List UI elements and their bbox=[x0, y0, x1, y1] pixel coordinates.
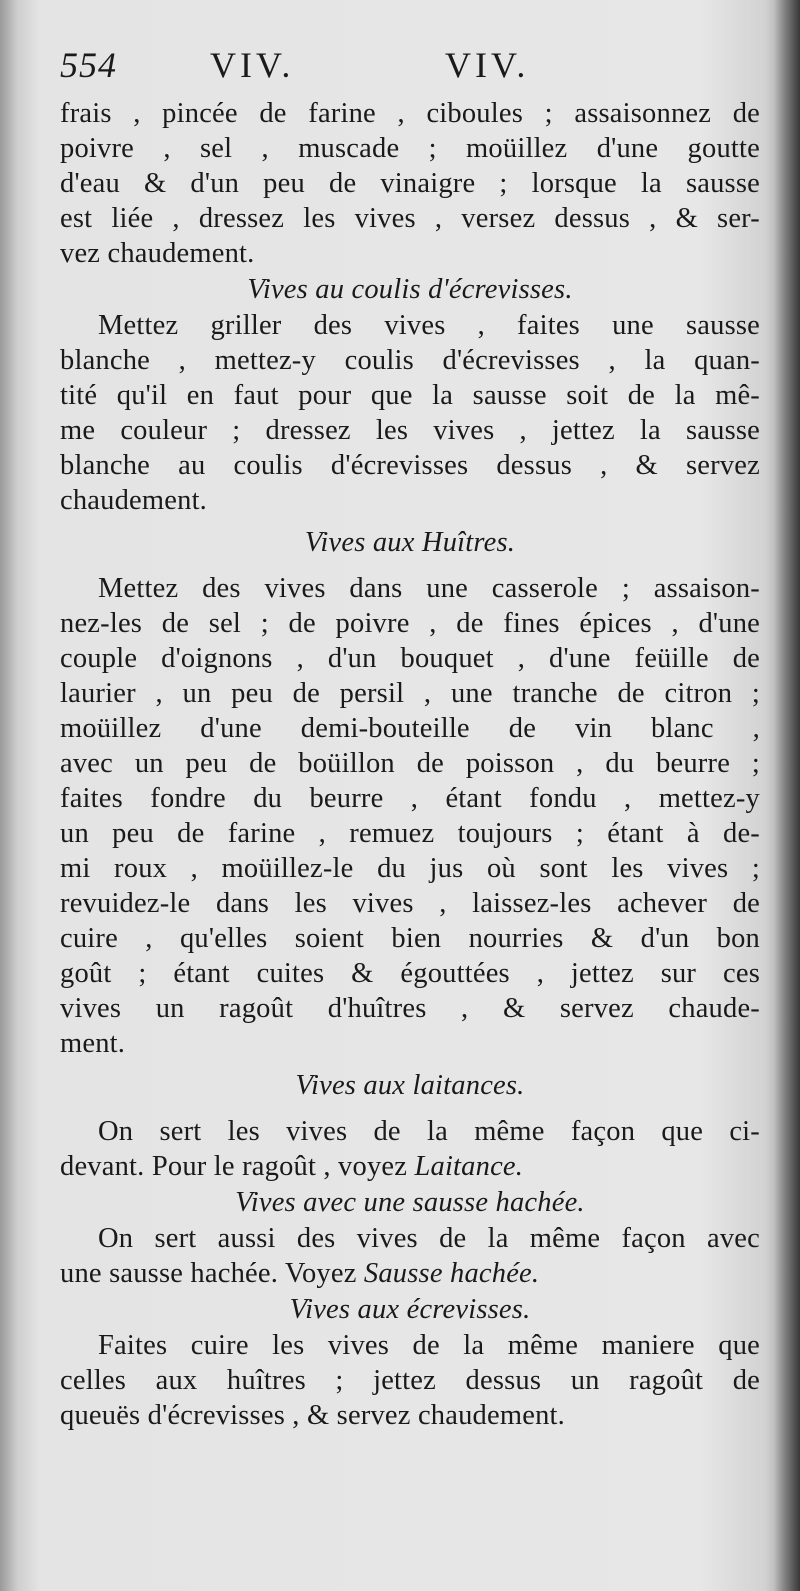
text-run: une sausse hachée. Voyez bbox=[60, 1258, 364, 1289]
text-line: nez-les de sel ; de poivre , de fines épices , d'une bbox=[60, 608, 760, 639]
text-line: celles aux huîtres ; jettez dessus un ragoût de bbox=[60, 1365, 760, 1396]
running-head-left: VIV. bbox=[210, 45, 295, 85]
recipe-paragraph bbox=[60, 571, 760, 1061]
section-title: Vives aux Huîtres. bbox=[304, 527, 516, 558]
text-line: revuidez-le dans les vives , laissez-les achever de bbox=[60, 888, 760, 919]
text-line: vives un ragoût d'huîtres , & servez chaude- bbox=[60, 993, 760, 1024]
text-line: chaudement. bbox=[60, 485, 208, 516]
text-line: blanche , mettez-y coulis d'écrevisses , la quan- bbox=[60, 345, 760, 376]
text-line: laurier , un peu de persil , une tranche de citron ; bbox=[60, 678, 760, 709]
text-line: ment. bbox=[60, 1028, 126, 1059]
text-line: goût ; étant cuites & égouttées , jettez sur ces bbox=[60, 958, 760, 989]
cross-reference: Laitance. bbox=[414, 1151, 524, 1182]
text-line: avec un peu de boüillon de poisson , du beurre ; bbox=[60, 748, 760, 779]
text-line: On sert aussi des vives de la même façon avec bbox=[98, 1223, 760, 1254]
text-line: un peu de farine , remuez toujours ; étant à de- bbox=[60, 818, 760, 849]
page-number: 554 bbox=[60, 45, 117, 85]
text-line: moüillez d'une demi-bouteille de vin blanc , bbox=[60, 713, 760, 744]
text-line bbox=[60, 1149, 760, 1184]
text-line: Mettez griller des vives , faites une sausse bbox=[98, 310, 760, 341]
page-text bbox=[60, 45, 760, 1433]
text-line: vez chaudement. bbox=[60, 238, 255, 269]
text-line bbox=[60, 1256, 760, 1291]
section-title: Vives avec une sausse hachée. bbox=[235, 1187, 585, 1218]
text-line: d'eau & d'un peu de vinaigre ; lorsque la sausse bbox=[60, 168, 760, 199]
text-line: poivre , sel , muscade ; moüillez d'une goutte bbox=[60, 133, 760, 164]
page-gutter-shadow bbox=[774, 0, 800, 1591]
text-line: frais , pincée de farine , ciboules ; assaisonnez de bbox=[60, 98, 760, 129]
recipe-paragraph bbox=[60, 1114, 760, 1184]
text-line: On sert les vives de la même façon que ci- bbox=[98, 1116, 760, 1147]
text-line: est liée , dressez les vives , versez dessus , & ser- bbox=[60, 203, 760, 234]
recipe-paragraph bbox=[60, 1328, 760, 1433]
text-line: couple d'oignons , d'un bouquet , d'une feüille de bbox=[60, 643, 760, 674]
section-title: Vives au coulis d'écrevisses. bbox=[247, 274, 573, 305]
text-line: me couleur ; dressez les vives , jettez la sausse bbox=[60, 415, 760, 446]
continuation-paragraph bbox=[60, 96, 760, 271]
recipe-paragraph bbox=[60, 1221, 760, 1291]
section-title: Vives aux laitances. bbox=[295, 1070, 525, 1101]
text-line: mi roux , moüillez-le du jus où sont les vives ; bbox=[60, 853, 760, 884]
running-head-right: VIV. bbox=[445, 45, 530, 85]
text-line: faites fondre du beurre , étant fondu , mettez-y bbox=[60, 783, 760, 814]
text-line: cuire , qu'elles soient bien nourries & d'un bon bbox=[60, 923, 760, 954]
text-run: devant. Pour le ragoût , voyez bbox=[60, 1151, 415, 1182]
text-line: queuës d'écrevisses , & servez chaudement. bbox=[60, 1400, 565, 1431]
text-line: blanche au coulis d'écrevisses dessus , & servez bbox=[60, 450, 760, 481]
text-line: Mettez des vives dans une casserole ; assaison- bbox=[98, 573, 760, 604]
text-line: tité qu'il en faut pour que la sausse soit de la mê- bbox=[60, 380, 760, 411]
running-header bbox=[60, 45, 760, 96]
section-title: Vives aux écrevisses. bbox=[289, 1294, 531, 1325]
recipe-paragraph bbox=[60, 308, 760, 518]
cross-reference: Sausse hachée. bbox=[363, 1258, 540, 1289]
text-line: Faites cuire les vives de la même maniere que bbox=[98, 1330, 760, 1361]
